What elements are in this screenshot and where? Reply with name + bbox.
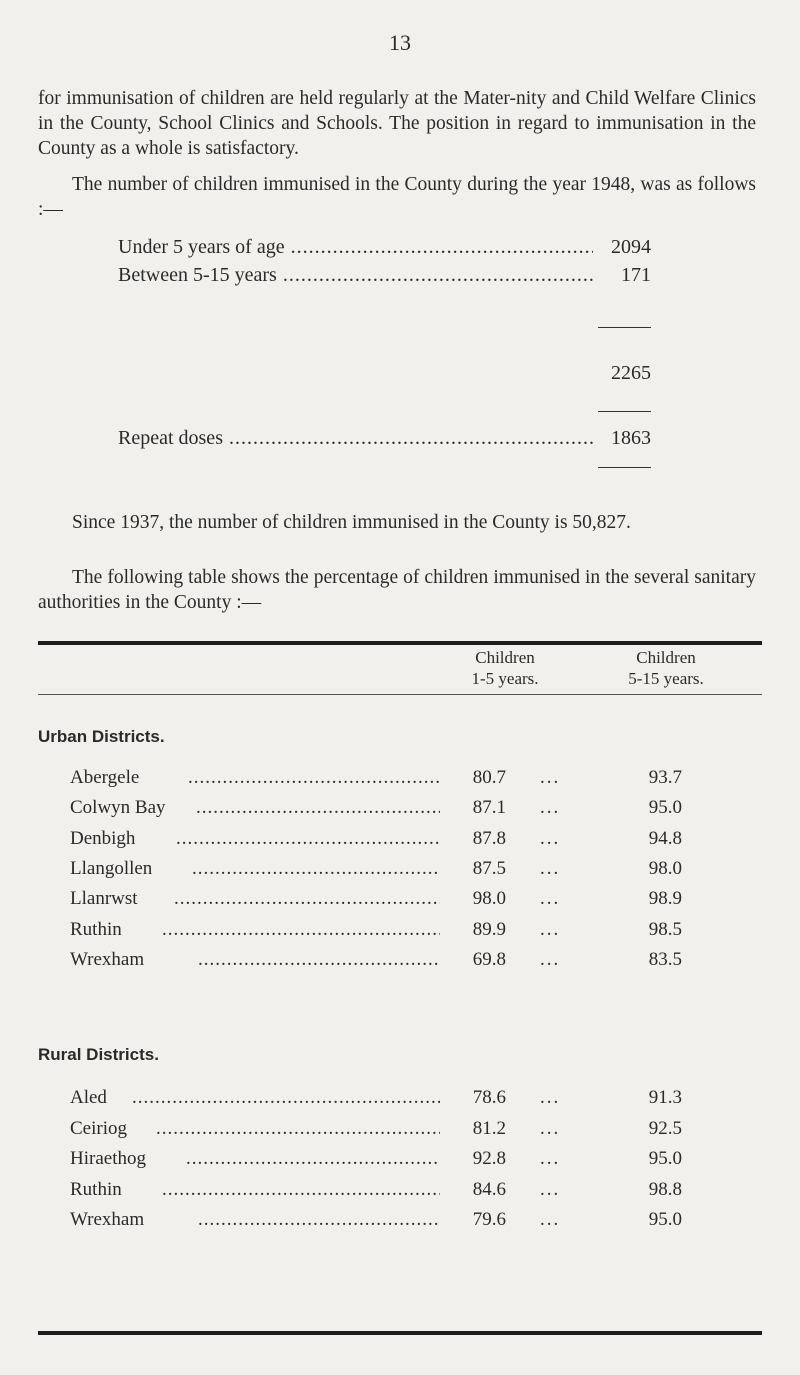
percent-5-15-years: 93.7 xyxy=(648,767,682,788)
ellipsis: ... xyxy=(540,857,561,879)
leader-dots xyxy=(156,1118,440,1140)
leader-dots xyxy=(162,919,440,941)
table-row xyxy=(70,949,750,979)
percent-1-5-years: 81.2 xyxy=(472,1117,506,1139)
district-name: Llangollen xyxy=(70,857,153,879)
table-row xyxy=(70,828,750,858)
leader-dots xyxy=(174,888,440,910)
percent-5-15-years: 83.5 xyxy=(648,948,682,970)
percent-1-5-years: 87.5 xyxy=(472,857,506,879)
leader-dots xyxy=(196,797,440,819)
paragraph-table-intro: The following table shows the percentage of children immunised in the several sanitary authorities in the County :— xyxy=(38,567,756,613)
ellipsis: ... xyxy=(540,888,561,910)
section-heading-rural: Rural Districts. xyxy=(38,1045,159,1064)
leader-dots xyxy=(132,1087,440,1109)
sum-rule xyxy=(598,467,651,468)
header-rule xyxy=(38,694,762,695)
percent-5-15-years: 98.0 xyxy=(648,857,682,879)
column-header-line: Children xyxy=(475,648,535,667)
section-heading-urban: Urban Districts. xyxy=(38,727,165,746)
percent-5-15-years: 92.5 xyxy=(648,1117,682,1139)
table-row xyxy=(70,919,750,949)
table-row xyxy=(70,1209,750,1239)
table-row xyxy=(70,1179,750,1209)
leader-dots xyxy=(291,236,593,259)
leader-dots xyxy=(188,767,440,789)
sum-rule xyxy=(598,411,651,412)
district-name: Ruthin xyxy=(70,1178,122,1200)
district-name: Ceiriog xyxy=(70,1117,127,1139)
paragraph-since-1937: Since 1937, the number of children immunised in the County is 50,827. xyxy=(72,512,631,533)
ellipsis: ... xyxy=(540,1087,561,1108)
count-row-5-15 xyxy=(118,264,651,287)
percent-1-5-years: 84.6 xyxy=(472,1178,506,1200)
percent-5-15-years: 91.3 xyxy=(648,1087,682,1108)
table-row xyxy=(70,888,750,918)
percent-5-15-years: 98.5 xyxy=(648,918,682,940)
ellipsis: ... xyxy=(540,1148,561,1169)
column-header-line: Children xyxy=(636,648,696,667)
percent-5-15-years: 98.9 xyxy=(648,888,682,910)
leader-dots xyxy=(283,264,593,287)
table-row xyxy=(70,1118,750,1148)
paragraph-immunised-1948: The number of children immunised in the County during the year 1948, was as follows :— xyxy=(38,174,756,220)
count-total: 2265 xyxy=(611,362,651,384)
count-value: 1863 xyxy=(611,427,651,449)
district-name: Ruthin xyxy=(70,918,122,940)
table-row xyxy=(70,858,750,888)
district-name: Denbigh xyxy=(70,827,136,849)
percent-1-5-years: 87.1 xyxy=(472,797,506,819)
count-value: 2094 xyxy=(611,236,651,258)
column-header-5-15-years xyxy=(596,647,736,689)
leader-dots xyxy=(162,1179,440,1201)
leader-dots xyxy=(198,949,440,971)
table-row xyxy=(70,1087,750,1117)
district-name: Aled xyxy=(70,1087,107,1108)
sum-rule xyxy=(598,327,651,328)
table-row xyxy=(70,797,750,827)
percent-5-15-years: 98.8 xyxy=(648,1178,682,1200)
column-header-line: 5-15 years. xyxy=(628,669,704,688)
ellipsis: ... xyxy=(540,918,561,940)
percent-5-15-years: 94.8 xyxy=(648,827,682,849)
ellipsis: ... xyxy=(540,948,561,970)
district-name: Hiraethog xyxy=(70,1148,146,1169)
count-value: 171 xyxy=(621,264,651,286)
leader-dots xyxy=(198,1209,440,1231)
district-name: Wrexham xyxy=(70,948,145,970)
district-name: Colwyn Bay xyxy=(70,797,166,819)
ellipsis: ... xyxy=(540,827,561,849)
percent-1-5-years: 92.8 xyxy=(472,1148,506,1169)
paragraph-immunisation-clinics: for immunisation of children are held regularly at the Mater-nity and Child Welfare Clinics in the County, School Clinics and Schools. The position in regard to immunisation in the County as a whole is satisfactory. xyxy=(38,88,756,159)
percent-5-15-years: 95.0 xyxy=(648,1148,682,1169)
district-name: Wrexham xyxy=(70,1209,145,1230)
percent-1-5-years: 80.7 xyxy=(472,767,506,788)
count-row-repeat-doses xyxy=(118,427,651,450)
leader-dots xyxy=(186,1148,440,1170)
table-bottom-rule xyxy=(38,1331,762,1335)
count-label: Under 5 years of age xyxy=(118,236,285,258)
ellipsis: ... xyxy=(540,1209,561,1230)
percent-1-5-years: 98.0 xyxy=(472,888,506,910)
column-header-1-5-years xyxy=(440,647,570,689)
count-label: Between 5-15 years xyxy=(118,264,277,286)
percent-1-5-years: 78.6 xyxy=(472,1087,506,1108)
column-header-line: 1-5 years. xyxy=(471,669,539,688)
percent-1-5-years: 89.9 xyxy=(472,918,506,940)
page-number: 13 xyxy=(389,30,411,55)
ellipsis: ... xyxy=(540,767,561,788)
percent-5-15-years: 95.0 xyxy=(648,1209,682,1230)
leader-dots xyxy=(192,858,440,880)
percent-5-15-years: 95.0 xyxy=(648,797,682,819)
count-row-under-5 xyxy=(118,236,651,259)
ellipsis: ... xyxy=(540,1117,561,1139)
leader-dots xyxy=(229,427,593,450)
percent-1-5-years: 69.8 xyxy=(472,948,506,970)
ellipsis: ... xyxy=(540,797,561,819)
percent-1-5-years: 79.6 xyxy=(472,1209,506,1230)
leader-dots xyxy=(176,828,440,850)
percent-1-5-years: 87.8 xyxy=(472,827,506,849)
table-row xyxy=(70,1148,750,1178)
count-label: Repeat doses xyxy=(118,427,223,449)
district-name: Abergele xyxy=(70,767,140,788)
table-row xyxy=(70,767,750,797)
table-top-rule xyxy=(38,641,762,645)
ellipsis: ... xyxy=(540,1178,561,1200)
district-name: Llanrwst xyxy=(70,888,138,910)
